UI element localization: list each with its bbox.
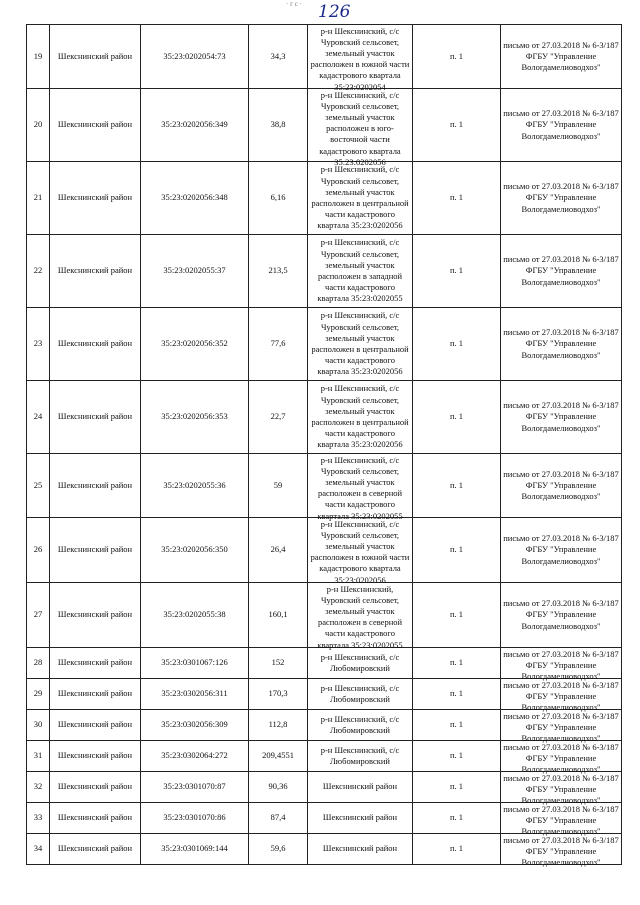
- location-cell: р-н Шекснинский, с/с Чуровский сельсовет, земельный участок расположен в юго-восточной части кадастрового квартала 35:23:0202056: [308, 89, 413, 162]
- cadastral-number-cell: 35:23:0202056:349: [141, 89, 249, 162]
- cadastral-number-cell: 35:23:0301069:144: [141, 834, 249, 865]
- row-number: 34: [27, 834, 50, 865]
- basis-cell: письмо от 27.03.2018 № 6-3/187 ФГБУ "Управление Вологдамелиоводхоз": [501, 772, 622, 803]
- point-cell: п. 1: [413, 834, 501, 865]
- table-row: [27, 518, 622, 583]
- point-cell: п. 1: [413, 235, 501, 308]
- district-cell: Шекснинский район: [50, 648, 141, 679]
- cadastral-number-cell: 35:23:0302056:309: [141, 710, 249, 741]
- location-cell: р-н Шекснинский, с/с Чуровский сельсовет, земельный участок расположен в южной части кадастрового квартала 35:23:0202056: [308, 518, 413, 583]
- location-cell: р-н Шекснинский, с/с Любомировский: [308, 710, 413, 741]
- point-cell: п. 1: [413, 583, 501, 648]
- district-cell: Шекснинский район: [50, 454, 141, 518]
- table-row: [27, 679, 622, 710]
- area-cell: 59,6: [249, 834, 308, 865]
- cadastral-number-cell: 35:23:0202056:350: [141, 518, 249, 583]
- row-number: 21: [27, 162, 50, 235]
- basis-cell: письмо от 27.03.2018 № 6-3/187 ФГБУ "Управление Вологдамелиоводхоз": [501, 834, 622, 865]
- point-cell: п. 1: [413, 381, 501, 454]
- point-cell: п. 1: [413, 803, 501, 834]
- district-cell: Шекснинский район: [50, 308, 141, 381]
- row-number: 19: [27, 25, 50, 89]
- point-cell: п. 1: [413, 741, 501, 772]
- area-cell: 209,4551: [249, 741, 308, 772]
- table-row: [27, 381, 622, 454]
- location-cell: р-н Шекснинский, с/с Любомировский: [308, 648, 413, 679]
- basis-cell: письмо от 27.03.2018 № 6-3/187 ФГБУ "Управление Вологдамелиоводхоз": [501, 679, 622, 710]
- area-cell: 170,3: [249, 679, 308, 710]
- location-cell: р-н Шекснинский, с/с Чуровский сельсовет, земельный участок расположен в западной части кадастрового квартала 35:23:0202055: [308, 235, 413, 308]
- point-cell: п. 1: [413, 162, 501, 235]
- location-cell: р-н Шекснинский, с/с Чуровский сельсовет, земельный участок расположен в северной части кадастрового квартала 35:23:0202055: [308, 454, 413, 518]
- location-cell: р-н Шекснинский, с/с Любомировский: [308, 679, 413, 710]
- cadastral-number-cell: 35:23:0202055:36: [141, 454, 249, 518]
- cadastral-number-cell: 35:23:0202056:352: [141, 308, 249, 381]
- point-cell: п. 1: [413, 25, 501, 89]
- district-cell: Шекснинский район: [50, 518, 141, 583]
- basis-cell: письмо от 27.03.2018 № 6-3/187 ФГБУ "Управление Вологдамелиоводхоз": [501, 710, 622, 741]
- point-cell: п. 1: [413, 308, 501, 381]
- area-cell: 38,8: [249, 89, 308, 162]
- row-number: 28: [27, 648, 50, 679]
- row-number: 20: [27, 89, 50, 162]
- location-cell: р-н Шекснинский, с/с Чуровский сельсовет, земельный участок расположен в центральной части кадастрового квартала 35:23:0202056: [308, 381, 413, 454]
- area-cell: 112,8: [249, 710, 308, 741]
- district-cell: Шекснинский район: [50, 235, 141, 308]
- basis-cell: письмо от 27.03.2018 № 6-3/187 ФГБУ "Управление Вологдамелиоводхоз": [501, 162, 622, 235]
- location-cell: р-н Шекснинский, с/с Чуровский сельсовет, земельный участок расположен в южной части кадастрового квартала 35:23:0202054: [308, 25, 413, 89]
- row-number: 29: [27, 679, 50, 710]
- point-cell: п. 1: [413, 772, 501, 803]
- cadastral-number-cell: 35:23:0202054:73: [141, 25, 249, 89]
- point-cell: п. 1: [413, 710, 501, 741]
- basis-cell: письмо от 27.03.2018 № 6-3/187 ФГБУ "Управление Вологдамелиоводхоз": [501, 25, 622, 89]
- row-number: 22: [27, 235, 50, 308]
- basis-cell: письмо от 27.03.2018 № 6-3/187 ФГБУ "Управление Вологдамелиоводхоз": [501, 235, 622, 308]
- handwritten-page-number: 126: [318, 2, 351, 22]
- point-cell: п. 1: [413, 89, 501, 162]
- point-cell: п. 1: [413, 454, 501, 518]
- district-cell: Шекснинский район: [50, 772, 141, 803]
- area-cell: 77,6: [249, 308, 308, 381]
- table-row: [27, 772, 622, 803]
- basis-cell: письмо от 27.03.2018 № 6-3/187 ФГБУ "Управление Вологдамелиоводхоз": [501, 89, 622, 162]
- area-cell: 22,7: [249, 381, 308, 454]
- row-number: 23: [27, 308, 50, 381]
- district-cell: Шекснинский район: [50, 803, 141, 834]
- cadastral-number-cell: 35:23:0302056:311: [141, 679, 249, 710]
- basis-cell: письмо от 27.03.2018 № 6-3/187 ФГБУ "Управление Вологдамелиоводхоз": [501, 308, 622, 381]
- scan-mark: · г с ·: [286, 0, 302, 8]
- table-row: [27, 834, 622, 865]
- location-cell: Шекснинский район: [308, 803, 413, 834]
- area-cell: 213,5: [249, 235, 308, 308]
- row-number: 27: [27, 583, 50, 648]
- table-row: [27, 803, 622, 834]
- cadastral-number-cell: 35:23:0302064:272: [141, 741, 249, 772]
- cadastral-number-cell: 35:23:0301070:86: [141, 803, 249, 834]
- district-cell: Шекснинский район: [50, 25, 141, 89]
- table-row: [27, 162, 622, 235]
- table-row: [27, 583, 622, 648]
- table-row: [27, 454, 622, 518]
- row-number: 30: [27, 710, 50, 741]
- row-number: 26: [27, 518, 50, 583]
- location-cell: р-н Шекснинский, Чуровский сельсовет, земельный участок расположен в северной части кадастрового квартала 35:23:0202055: [308, 583, 413, 648]
- basis-cell: письмо от 27.03.2018 № 6-3/187 ФГБУ "Управление Вологдамелиоводхоз": [501, 741, 622, 772]
- area-cell: 34,3: [249, 25, 308, 89]
- location-cell: р-н Шекснинский, с/с Чуровский сельсовет, земельный участок расположен в центральной части кадастрового квартала 35:23:0202056: [308, 162, 413, 235]
- district-cell: Шекснинский район: [50, 583, 141, 648]
- area-cell: 90,36: [249, 772, 308, 803]
- row-number: 25: [27, 454, 50, 518]
- district-cell: Шекснинский район: [50, 162, 141, 235]
- cadastral-number-cell: 35:23:0202056:353: [141, 381, 249, 454]
- area-cell: 160,1: [249, 583, 308, 648]
- table-row: [27, 235, 622, 308]
- district-cell: Шекснинский район: [50, 741, 141, 772]
- location-cell: Шекснинский район: [308, 834, 413, 865]
- area-cell: 87,4: [249, 803, 308, 834]
- table-row: [27, 710, 622, 741]
- basis-cell: письмо от 27.03.2018 № 6-3/187 ФГБУ "Управление Вологдамелиоводхоз": [501, 381, 622, 454]
- table-row: [27, 648, 622, 679]
- district-cell: Шекснинский район: [50, 381, 141, 454]
- district-cell: Шекснинский район: [50, 834, 141, 865]
- row-number: 33: [27, 803, 50, 834]
- district-cell: Шекснинский район: [50, 710, 141, 741]
- area-cell: 6,16: [249, 162, 308, 235]
- row-number: 24: [27, 381, 50, 454]
- cadastral-number-cell: 35:23:0301070:87: [141, 772, 249, 803]
- location-cell: р-н Шекснинский, с/с Любомировский: [308, 741, 413, 772]
- location-cell: Шекснинский район: [308, 772, 413, 803]
- basis-cell: письмо от 27.03.2018 № 6-3/187 ФГБУ "Управление Вологдамелиоводхоз": [501, 454, 622, 518]
- district-cell: Шекснинский район: [50, 89, 141, 162]
- district-cell: Шекснинский район: [50, 679, 141, 710]
- table-row: [27, 89, 622, 162]
- cadastral-number-cell: 35:23:0301067:126: [141, 648, 249, 679]
- table-row: [27, 741, 622, 772]
- area-cell: 152: [249, 648, 308, 679]
- cadastral-number-cell: 35:23:0202055:37: [141, 235, 249, 308]
- cadastral-number-cell: 35:23:0202055:38: [141, 583, 249, 648]
- row-number: 31: [27, 741, 50, 772]
- table-row: [27, 25, 622, 89]
- basis-cell: письмо от 27.03.2018 № 6-3/187 ФГБУ "Управление Вологдамелиоводхоз": [501, 648, 622, 679]
- area-cell: 26,4: [249, 518, 308, 583]
- cadastral-number-cell: 35:23:0202056:348: [141, 162, 249, 235]
- basis-cell: письмо от 27.03.2018 № 6-3/187 ФГБУ "Управление Вологдамелиоводхоз": [501, 583, 622, 648]
- land-plots-table: [26, 24, 622, 865]
- point-cell: п. 1: [413, 648, 501, 679]
- point-cell: п. 1: [413, 518, 501, 583]
- row-number: 32: [27, 772, 50, 803]
- location-cell: р-н Шекснинский, с/с Чуровский сельсовет, земельный участок расположен в центральной части кадастрового квартала 35:23:0202056: [308, 308, 413, 381]
- table-row: [27, 308, 622, 381]
- area-cell: 59: [249, 454, 308, 518]
- basis-cell: письмо от 27.03.2018 № 6-3/187 ФГБУ "Управление Вологдамелиоводхоз": [501, 518, 622, 583]
- point-cell: п. 1: [413, 679, 501, 710]
- basis-cell: письмо от 27.03.2018 № 6-3/187 ФГБУ "Управление Вологдамелиоводхоз": [501, 803, 622, 834]
